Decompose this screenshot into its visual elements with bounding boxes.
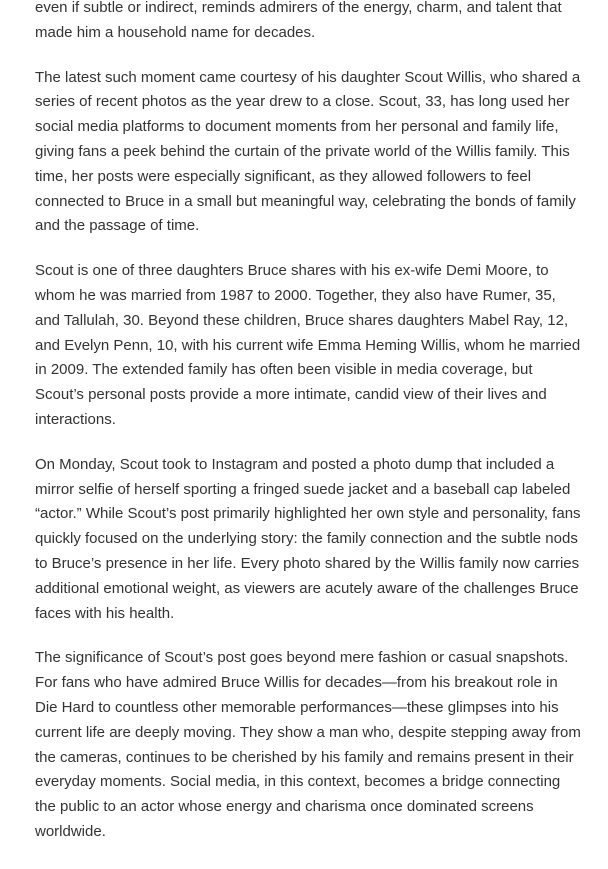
- article-body: [35, 0, 583, 865]
- paragraph-significance: The significance of Scout’s post goes beyond mere fashion or casual snapshots. For fans who have admired Bruce Willis for decades—from his breakout role in Die Hard to countless other memorable performances—these glimpses into his current life are deeply moving. They show a man who, despite stepping away from the cameras, continues to be cherished by his family and remains present in their everyday moments. Social media, in this context, becomes a bridge connecting the public to an actor whose energy and charisma once dominated screens worldwide.: [35, 649, 581, 840]
- paragraph-family: Scout is one of three daughters Bruce shares with his ex-wife Demi Moore, to whom he was married from 1987 to 2000. Together, they also have Rumer, 35, and Tallulah, 30. Beyond these children, Bruce shares daughters Mabel Ray, 12, and Evelyn Penn, 10, with his current wife Emma Heming Willis, whom he married in 2009. The extended family has often been visible in media coverage, but Scout’s personal posts provide a more intimate, candid view of their lives and interactions.: [35, 262, 581, 428]
- paragraph-intro-continuation: even if subtle or indirect, reminds admirers of the energy, charm, and talent that made him a household name for decades.: [35, 0, 562, 41]
- paragraph-scout-photos: The latest such moment came courtesy of his daughter Scout Willis, who shared a series of recent photos as the year drew to a close. Scout, 33, has long used her social media platforms to document moments from her personal and family life, giving fans a peek behind the curtain of the private world of the Willis family. This time, her posts were especially significant, as they allowed followers to feel connected to Bruce in a small but meaningful way, celebrating the bonds of family and the passage of time.: [35, 68, 581, 235]
- paragraph-instagram-post: On Monday, Scout took to Instagram and posted a photo dump that included a mirror selfie of herself sporting a fringed suede jacket and a baseball cap labeled “actor.” While Scout’s post primarily highlighted her own style and personality, fans quickly focused on the underlying story: the family connection and the subtle nods to Bruce’s presence in her life. Every photo shared by the Willis family now carries additional emotional weight, as viewers are acutely aware of the challenges Bruce faces with his health.: [35, 455, 581, 622]
